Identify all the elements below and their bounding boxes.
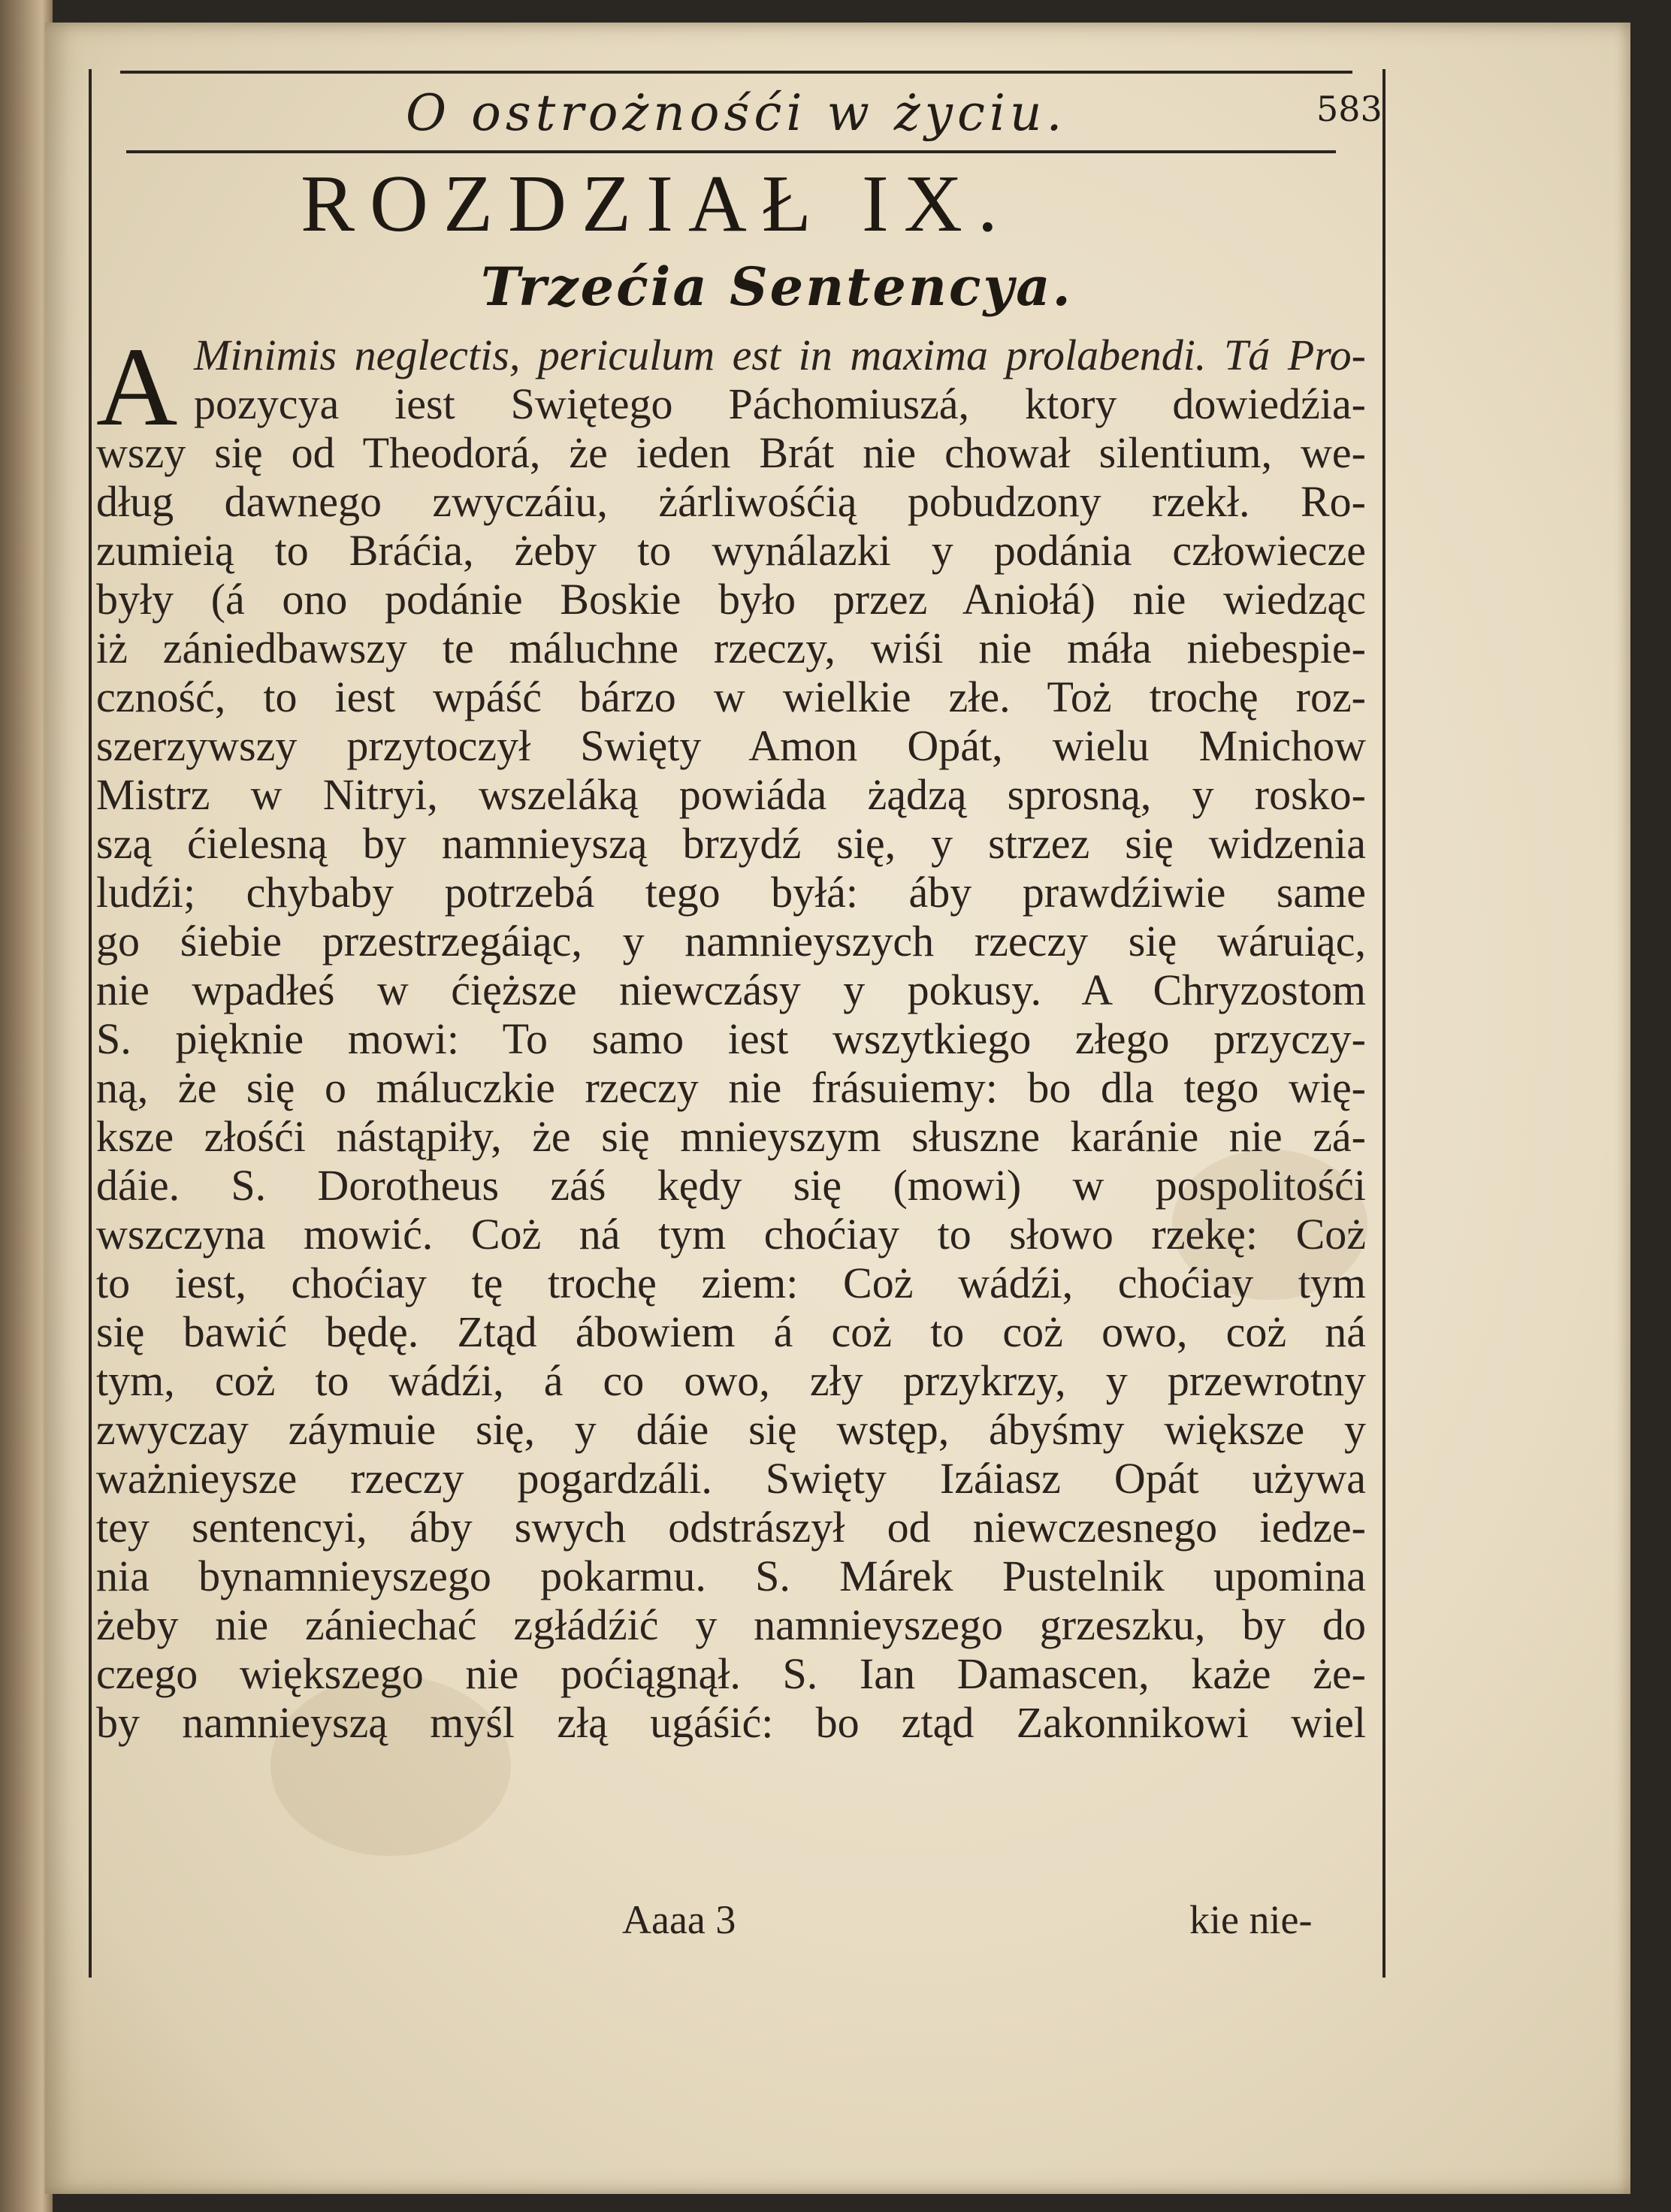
text-line: go śiebie przestrzegáiąc, y namnieyszych rzeczy się wáruiąc, <box>96 917 1366 965</box>
text-line: szerzywszy przytoczył Swięty Amon Opát, wielu Mnichow <box>96 721 1366 770</box>
text-line: nia bynamnieyszego pokarmu. S. Márek Pustelnik upomina <box>96 1552 1366 1600</box>
text-line: były (á ono podánie Boskie było przez Aniołá) nie wiedząc <box>96 575 1366 624</box>
text-line: czego większego nie poćiągnął. S. Ian Damascen, każe że- <box>96 1649 1366 1698</box>
catchword: kie nie- <box>1189 1897 1313 1942</box>
text-line: ważnieysze rzeczy pogardzáli. Swięty Izáiasz Opát używa <box>96 1454 1366 1503</box>
header-rule <box>126 150 1336 153</box>
text-line: szą ćielesną by namnieyszą brzydź się, y strzez się widzenia <box>96 819 1366 868</box>
text-line: zumieią to Bráćia, żeby to wynálazki y podánia człowiecze <box>96 526 1366 575</box>
text-line: dług dawnego zwyczáiu, żárliwośćią pobudzony rzekł. Ro- <box>96 477 1366 526</box>
drop-cap: A <box>96 325 178 449</box>
text-line: Mistrz w Nitryi, wszeláką powiáda żądzą sprosną, y rosko- <box>96 770 1366 819</box>
text-line: ludźi; chybaby potrzebá tego byłá: áby prawdźiwie same <box>96 868 1366 917</box>
text-line: ną, że się o máluczkie rzeczy nie frásuiemy: bo dla tego wię- <box>96 1063 1366 1112</box>
text-line: tey sentencyi, áby swych odstrászył od niewczesnego iedze- <box>96 1503 1366 1552</box>
text-line: nie wpadłeś w ćięższe niewczásy y pokusy. A Chryzostom <box>96 965 1366 1014</box>
text-line: ksze złośći nástąpiły, że się mnieyszym słuszne karánie nie zá- <box>96 1112 1366 1161</box>
text-line: zwyczay záymuie się, y dáie się wstęp, ábyśmy większe y <box>96 1405 1366 1454</box>
signature-mark: Aaaa 3 <box>622 1897 736 1942</box>
text-line: pozycya iest Swiętego Páchomiuszá, ktory dowiedźia- <box>194 379 1366 428</box>
text-line: żeby nie zániechać zgłádźić y namnieyszego grzeszku, by do <box>96 1600 1366 1649</box>
text-line: by namnieyszą myśl złą ugáśić: bo ztąd Zakonnikowi wiel <box>96 1698 1366 1747</box>
footer-line <box>96 1896 1343 1949</box>
text-line: wszy się od Theodorá, że ieden Brát nie chował silentium, we- <box>96 428 1366 477</box>
text-line: dáie. S. Dorotheus záś kędy się (mowi) w pospolitośći <box>96 1161 1366 1210</box>
text-line: czność, to iest wpáść bárzo w wielkie złe. Toż trochę roz- <box>96 672 1366 721</box>
chapter-title: ROZDZIAŁ IX. <box>301 159 1013 249</box>
text-line: to iest, choćiay tę trochę ziem: Coż wádźi, choćiay tym <box>96 1259 1366 1307</box>
page-number: 583 <box>1316 89 1382 129</box>
text-line: wszczyna mowić. Coż ná tym choćiay to słowo rzekę: Coż <box>96 1210 1366 1259</box>
text-line: tym, coż to wádźi, á co owo, zły przykrzy, y przewrotny <box>96 1356 1366 1405</box>
text-line: iż zániedbawszy te máluchne rzeczy, wiśi nie máła niebespie- <box>96 624 1366 672</box>
top-rule <box>120 71 1352 74</box>
section-title: Trzećia Sentencya. <box>481 255 1073 318</box>
text-line: się bawić będę. Ztąd ábowiem á coż to coż owo, coż ná <box>96 1307 1366 1356</box>
body-text <box>96 325 1366 1747</box>
text-line: S. pięknie mowi: To samo iest wszytkiego złego przyczy- <box>96 1014 1366 1063</box>
text-line: Minimis neglectis, periculum est in maxima prolabendi. Tá Pro- <box>194 331 1366 379</box>
running-head: O ostrożnośći w życiu. <box>406 84 1067 142</box>
